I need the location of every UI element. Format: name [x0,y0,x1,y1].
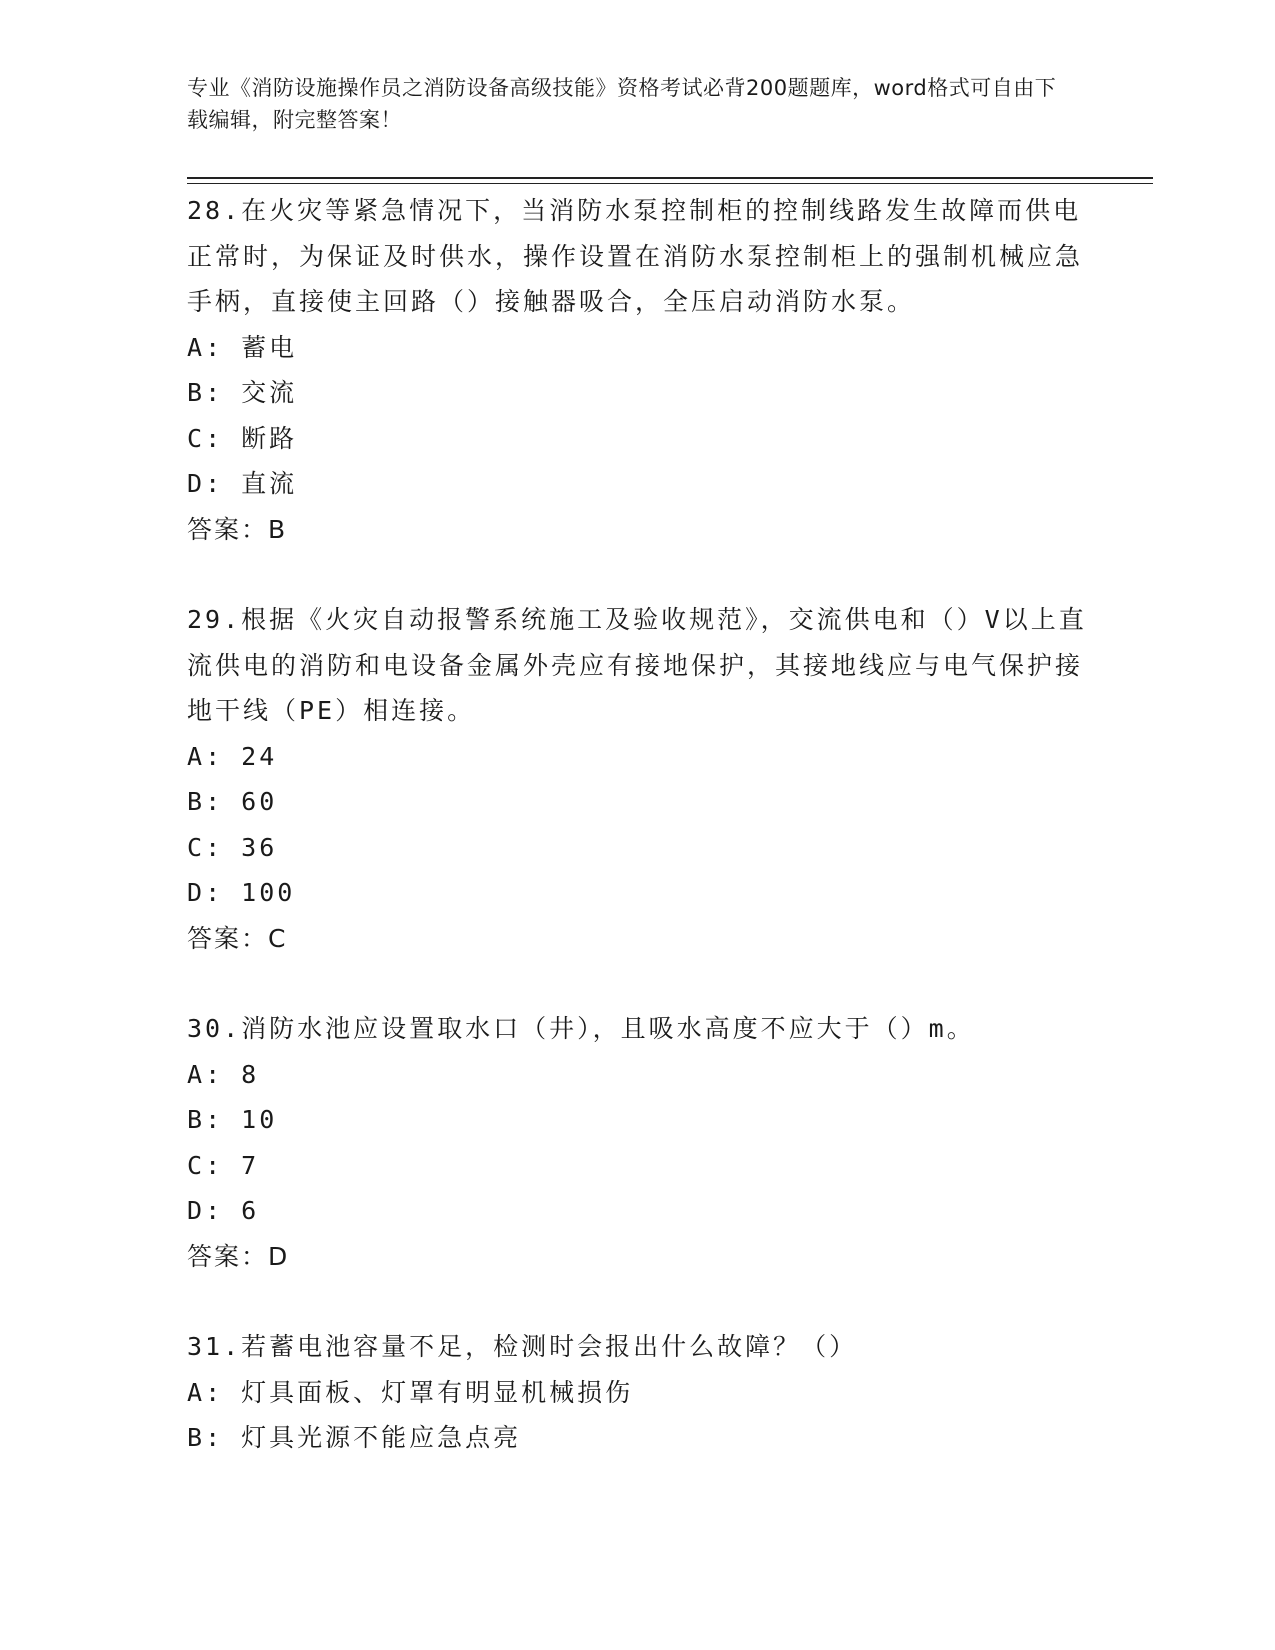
question-spacer [187,1279,1087,1324]
option-d: D: 6 [187,1196,260,1225]
option-a: A: 8 [187,1059,260,1089]
option-c: C: 7 [187,1150,260,1180]
option-text: 24 [241,741,278,771]
question-30 [187,1006,1087,1279]
option-a: A: 蓄电 [187,332,298,362]
option-b: B: 10 [187,1105,278,1134]
question-text: 29.根据《火灾自动报警系统施工及验收规范》，交流供电和（）V以上直流供电的消防和电设备金属外壳应有接地保护，其接地线应与电气保护接地干线（PE）相连接。 [187,605,1087,725]
document-header: 专业《消防设施操作员之消防设备高级技能》资格考试必背200题题库，word格式可自由下载编辑，附完整答案！ [187,76,1057,132]
option-text: 直流 [241,469,298,498]
question-29 [187,597,1087,961]
question-28 [187,188,1087,552]
option-c: C: 36 [187,832,278,862]
option-b: B: 交流 [187,378,298,407]
option-text: 8 [241,1059,260,1089]
question-text: 31.若蓄电池容量不足，检测时会报出什么故障？（） [187,1332,858,1361]
option-b: B: 60 [187,787,278,816]
option-text: 蓄电 [241,332,298,362]
option-d: D: 100 [187,878,296,907]
question-list [187,188,1087,1461]
question-31 [187,1324,1087,1461]
option-text: 灯具光源不能应急点亮 [241,1423,522,1452]
option-a: A: 灯具面板、灯罩有明显机械损伤 [187,1377,634,1407]
answer-line: 答案：B [187,514,288,544]
question-text: 30.消防水池应设置取水口（井），且吸水高度不应大于（）m。 [187,1014,975,1043]
option-a: A: 24 [187,741,278,771]
question-spacer [187,552,1087,597]
question-text: 28.在火灾等紧急情况下，当消防水泵控制柜的控制线路发生故障而供电正常时，为保证及时供水，操作设置在消防水泵控制柜上的强制机械应急手柄，直接使主回路（）接触器吸合，全压启动消防水泵。 [187,196,1084,316]
option-d: D: 直流 [187,469,298,498]
option-text: 交流 [241,378,298,407]
option-text: 7 [241,1150,260,1180]
option-text: 灯具面板、灯罩有明显机械损伤 [241,1377,634,1407]
option-text: 36 [241,832,278,862]
answer-line: 答案：C [187,923,288,953]
answer-line: 答案：D [187,1241,290,1271]
option-text: 100 [241,878,296,907]
option-text: 60 [241,787,278,816]
header-divider [187,177,1153,184]
option-text: 6 [241,1196,260,1225]
option-text: 10 [241,1105,278,1134]
question-spacer [187,961,1087,1006]
option-text: 断路 [241,423,298,453]
option-b: B: 灯具光源不能应急点亮 [187,1423,522,1452]
option-c: C: 断路 [187,423,298,453]
